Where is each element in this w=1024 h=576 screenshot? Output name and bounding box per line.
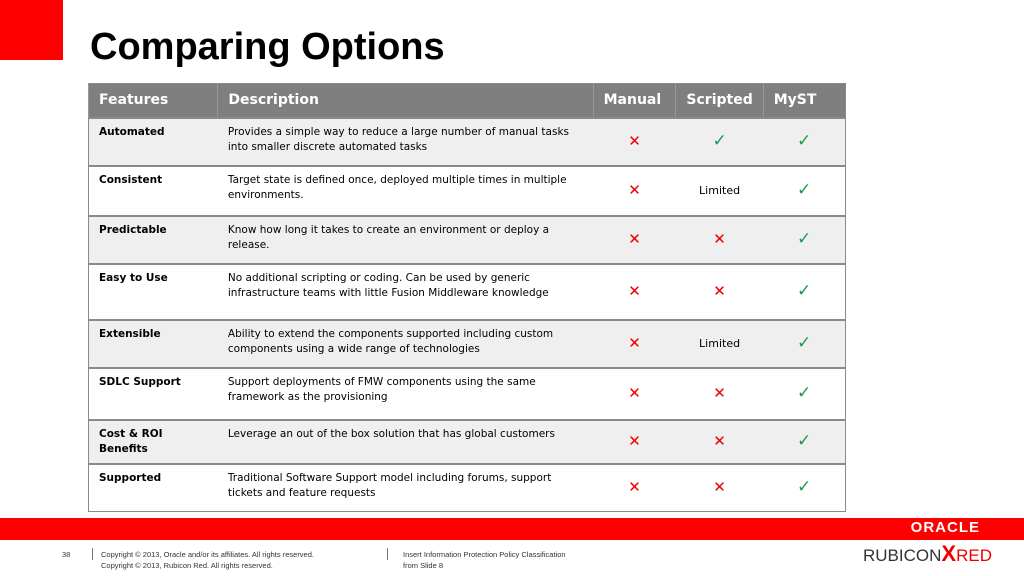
header-features: Features (89, 84, 218, 118)
table-row (89, 264, 846, 320)
myst-cell (763, 166, 845, 216)
check-icon: ✓ (796, 130, 812, 151)
cross-icon: ✕ (713, 229, 726, 248)
cross-icon: ✕ (628, 383, 641, 402)
classification-line2: from Slide 8 (403, 561, 444, 570)
manual-cell (593, 464, 676, 512)
classification (403, 549, 566, 571)
description-cell (218, 464, 593, 512)
header-scripted: Scripted (676, 84, 763, 118)
cross-icon: ✕ (713, 383, 726, 402)
feature-cell-text: Supported (99, 471, 162, 484)
red-corner-block (0, 0, 63, 60)
check-icon: ✓ (796, 382, 812, 403)
cross-icon: ✕ (628, 229, 641, 248)
table-row (89, 118, 846, 166)
table-row (89, 420, 846, 464)
description-cell-text: Provides a simple way to reduce a large number of manual tasks into smaller discrete automated tasks (227, 125, 569, 153)
feature-cell (89, 118, 218, 166)
page-title: Comparing Options (90, 26, 445, 68)
check-icon: ✓ (712, 130, 727, 151)
scripted-cell (676, 166, 763, 216)
feature-cell (89, 264, 218, 320)
check-icon: ✓ (796, 179, 812, 200)
description-cell-text: Target state is defined once, deployed multiple times in multiple environments. (227, 173, 567, 201)
check-icon: ✓ (796, 332, 812, 353)
check-icon: ✓ (796, 228, 812, 249)
scripted-cell (676, 264, 763, 320)
myst-cell (763, 320, 845, 368)
check-icon: ✓ (796, 280, 812, 301)
table-row (89, 464, 846, 512)
cross-icon: ✕ (628, 131, 641, 150)
manual-cell (593, 118, 676, 166)
scripted-cell (676, 118, 763, 166)
feature-cell-text: SDLC Support (99, 375, 181, 388)
description-cell-text: No additional scripting or coding. Can be used by generic infrastructure teams with little Fusion Middleware knowledge (227, 271, 549, 299)
table-row (89, 368, 846, 420)
divider (92, 548, 93, 560)
feature-cell (89, 320, 218, 368)
rubicon-red-logo: RUBICONXRED (863, 541, 992, 566)
description-cell-text: Ability to extend the components supported including custom components using a wide range of technologies (227, 327, 554, 355)
description-cell (218, 368, 593, 420)
feature-cell-text: Consistent (99, 173, 163, 186)
copyright-oracle: Copyright © 2013, Oracle and/or its affiliates. All rights reserved. (101, 550, 314, 559)
description-cell-text: Support deployments of FMW components using the same framework as the provisioning (227, 375, 536, 403)
scripted-cell (676, 216, 763, 264)
feature-cell (89, 464, 218, 512)
scripted-cell (676, 420, 763, 464)
feature-cell (89, 216, 218, 264)
footer-red-band (0, 518, 1024, 540)
copyright-rubicon: Copyright © 2013, Rubicon Red. All rights reserved. (101, 561, 273, 570)
header-manual: Manual (593, 84, 676, 118)
myst-cell (763, 118, 845, 166)
feature-cell-text: Predictable (99, 223, 167, 236)
feature-cell-text: Easy to Use (99, 271, 168, 284)
cross-icon: ✕ (628, 477, 641, 496)
description-cell (218, 320, 593, 368)
feature-cell (89, 420, 218, 464)
divider (387, 548, 388, 560)
myst-cell (763, 216, 845, 264)
classification-line1: Insert Information Protection Policy Classification (403, 550, 566, 559)
myst-cell (763, 368, 845, 420)
description-cell (218, 264, 593, 320)
manual-cell (593, 166, 676, 216)
scripted-cell (676, 464, 763, 512)
manual-cell (593, 368, 676, 420)
cross-icon: ✕ (713, 477, 726, 496)
header-myst: MyST (763, 84, 845, 118)
feature-cell-text: Cost & ROI Benefits (99, 427, 163, 455)
table-row (89, 320, 846, 368)
description-cell (218, 420, 593, 464)
check-icon: ✓ (796, 476, 812, 497)
oracle-logo: ORACLE (910, 519, 980, 536)
description-cell-text: Leverage an out of the box solution that has global customers (227, 427, 555, 440)
page-number: 38 (62, 550, 71, 559)
cross-icon: ✕ (628, 333, 641, 352)
myst-cell (763, 420, 845, 464)
description-cell-text: Traditional Software Support model including forums, support tickets and feature requests (227, 471, 552, 499)
myst-cell (763, 464, 845, 512)
table-row (89, 166, 846, 216)
feature-cell (89, 166, 218, 216)
table-row (89, 216, 846, 264)
cross-icon: ✕ (713, 431, 726, 450)
cross-icon: ✕ (628, 431, 641, 450)
scripted-cell (676, 368, 763, 420)
feature-cell-text: Automated (99, 125, 165, 138)
check-icon: ✓ (796, 430, 812, 451)
header-description: Description (218, 84, 593, 118)
description-cell (218, 118, 593, 166)
description-cell-text: Know how long it takes to create an environment or deploy a release. (227, 223, 550, 251)
manual-cell (593, 420, 676, 464)
cross-icon: ✕ (713, 281, 726, 300)
table-header-row (89, 84, 846, 118)
comparison-table (88, 83, 846, 512)
myst-cell (763, 264, 845, 320)
scripted-cell (676, 320, 763, 368)
limited-text: Limited (699, 184, 741, 197)
manual-cell (593, 216, 676, 264)
cross-icon: ✕ (628, 281, 641, 300)
cross-icon: ✕ (628, 180, 641, 199)
manual-cell (593, 320, 676, 368)
description-cell (218, 216, 593, 264)
copyright (101, 549, 314, 571)
feature-cell-text: Extensible (99, 327, 161, 340)
limited-text: Limited (699, 337, 741, 350)
manual-cell (593, 264, 676, 320)
feature-cell (89, 368, 218, 420)
description-cell (218, 166, 593, 216)
